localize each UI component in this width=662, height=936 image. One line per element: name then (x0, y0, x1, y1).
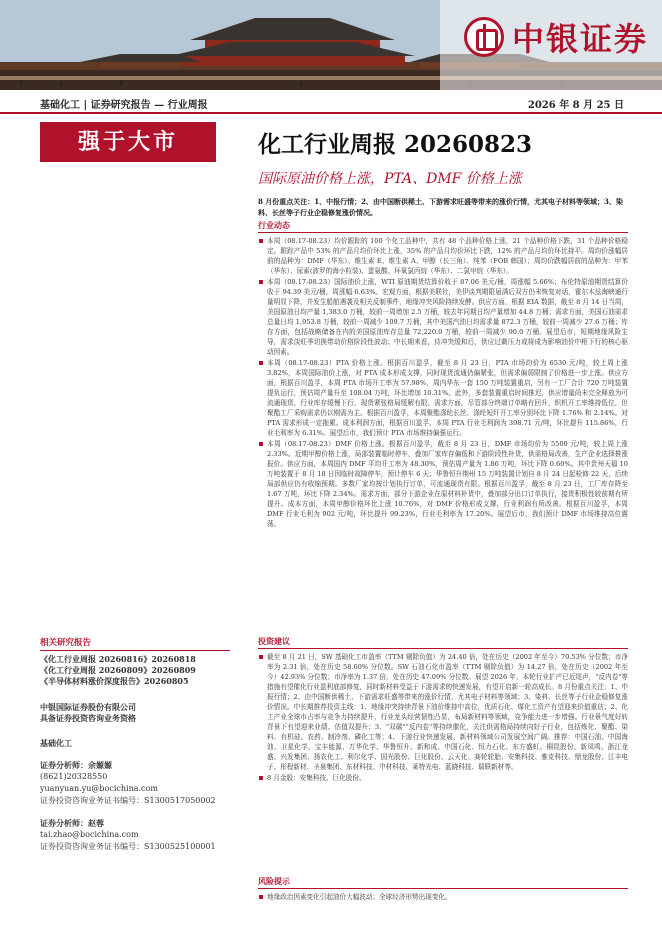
rating-badge: 强于大市 (40, 122, 216, 162)
invest-item: 截至 8 月 21 日，SW 基础化工市盈率（TTM 剔除负值）为 24.40 倍，处在历史（2002 年至今）70.53% 分位数；市净率为 2.31 倍，处在历史 58.60% 分位数。SW 石油石化市盈率（TTM 剔除负值）为 14.27 倍，处在历史（2002 年至今）42.93% 分位数；市净率为 1.37 倍，处在历史 47.09% 分位数。展望 2026 年，本轮行业扩产已近尾声，"反内卷"等措施有望催化行业盈利底部修复，同时新材料受益于下游需求的快速发展，有望开启新一轮高成长。8 月份重点关注：1、中报行情；2、由中国断供稀土、下游需求旺盛等带来的涨价行情，尤其电子材料等领域；3、染料、长丝等子行业企稳修复涨价情况。中长期推荐投资主线：1、地缘冲突持续背景下油价维持中高位，优质石化、煤化工资产有望迎来价值重估；2、化工产业全球市占率与竞争力持续提升，行业龙头经营韧性凸显，布局新材料等领域，竞争能力进一步增强。行业景气度好转背景下有望迎来业绩、估值双提升；3、"双碳""反内卷"等持续催化，关注供需格局持续向好子行业，包括炼化、聚酯、染料、有机硅、农药、制冷剂、磷化工等；4、下游行业快速发展，新材料领域公司发展空间广阔。推荐：中国石油、中国海油、卫星化学、宝丰能源、万华化学、华鲁恒升、新和成、中国石化、恒力石化、东方盛虹、桐昆股份、新凤鸣、浙江龙盛、兴发集团、扬农化工、利尔化学、国光股份、巨化股份、云天化、赛轮轮胎、安集科技、雅克科技、鼎龙股份、江丰电子、彤程新材、圣泉集团、东材科技、中材科技、莱特光电、蓝晓科技、瑞联新材等。 (258, 652, 628, 772)
report-category-bar (0, 92, 662, 114)
related-report-link[interactable]: 《化工行业周报 20260809》20260809 (40, 665, 196, 675)
company-license (40, 702, 230, 724)
boc-logo-icon (464, 17, 504, 57)
industry-heading: 行业动态 (258, 220, 628, 233)
related-report-link[interactable]: 《半导体材料涨价深度报告》20260805 (40, 676, 189, 686)
analyst-name: 证券分析师：余嫄嫄 (40, 760, 112, 770)
sector-name: 基础化工 (40, 738, 72, 748)
brand-logo (464, 14, 648, 60)
sector-label (40, 738, 230, 749)
brand-name: 中银证券 (511, 20, 648, 58)
invest-heading: 投资建议 (258, 636, 628, 649)
report-category: 基础化工 | 证券研究报告 — 行业周报 (40, 100, 208, 111)
analyst-phone: (8621)20328550 (40, 772, 108, 781)
report-subtitle: 国际原油价格上涨，PTA、DMF 价格上涨 (258, 171, 522, 187)
license-text: 具备证券投资咨询业务资格 (40, 713, 136, 723)
analyst-cert: 证券投资咨询业务证书编号：S1300525100001 (40, 842, 216, 851)
industry-item: 本周（08.17-08.23）PTA 价格上涨。根据百川盈孚，截至 8 月 23 日，PTA 市场均价为 6530 元/吨，较上周上涨 3.82%，本周国际油价上涨，对 PTA 成本形成支撑，同时现货流通仍偏紧张，但需求偏弱限制了价格进一步上涨。供应方面，根据百川盈孚，本周 PTA 市场开工率为 57.98%，周内华东一套 150 万吨装置重启，另有一工厂合计 720 万吨装置提负运行，预估周产量升至 108.04 万吨，环比增加 10.31%。此外，多套装置重启时间推迟，供应增量尚未完全释放为可流通现货，行业库存缓慢下行，现货紧张格局缓解有限。需求方面，尽管部分终端订单略有回升，织机开工率维持低位，但聚酯工厂采购需求仍以刚需为主。根据百川盈孚，本周聚酯涤纶长丝、涤纶短纤开工率分别环比下降 1.76% 和 2.14%。对 PTA 需求形成一定拖累。成本利润方面，根据百川盈孚，本周 PTA 行业毛利润为 398.71 元/吨，环比提升 115.86%，行业毛利率为 6.31%。展望后市，我们预计 PTA 市场维持偏强运行。 (258, 358, 628, 438)
related-report-link[interactable]: 《化工行业周报 20260816》20260818 (40, 654, 196, 664)
risk-item: 地缘政治因素变化引起油价大幅波动；全球经济形势出现变化。 (258, 892, 628, 902)
industry-item: 本周（08.17-08.23）均价跟踪的 100 个化工品种中，共有 48 个品种价格上涨，21 个品种价格下跌，31 个品种价格稳定。跟踪产品中 53% 的产品月均价环比上涨，35% 的产品月均价环比下跌，12% 的产品月均价环比持平。周均价涨幅居前的品种为：DMF（华东）、维生素 E、维生素 A、甲醇（长三角）、纯苯（FOB 韩国）；周均价跌幅居前的品种为：甲苯（华东）、尿素(波罗的海小粒装)、蛋氨酸、环氧氯丙烷（华东）、二氯甲烷（华东）。 (258, 236, 628, 276)
industry-section (258, 218, 628, 530)
analyst-email[interactable]: tai.zhao@bocichina.com (40, 830, 139, 839)
related-reports (40, 636, 230, 687)
analyst-email[interactable]: yuanyuan.yu@bocichina.com (40, 784, 158, 793)
analyst-2 (40, 818, 230, 853)
analyst-1 (40, 760, 230, 807)
invest-item: 8 月金股：安集科技、巨化股份。 (258, 773, 628, 783)
report-title: 化工行业周报 20260823 (258, 131, 533, 158)
related-heading: 相关研究报告 (40, 636, 230, 651)
analyst-name: 证券分析师：赵蓉 (40, 818, 104, 828)
industry-item: 本周（08.17-08.23）DMF 价格上涨。根据百川盈孚，截至 8 月 23 日，DMF 市场均价为 5500 元/吨，较上周上涨 2.33%。近期甲醇价格上涨，局部装置临时停车，叠加厂家库存偏低和下游阶段性补货，供需格局改善，生产企业选择推涨报价。供应方面，本周国内 DMF 平均开工率为 48.30%，预估周产量为 1.86 万吨，环比下降 0.60%。其中贵州天福 10 万吨装置于 8 月 18 日因临时故障停车，预计停车 6 天；华鲁恒升荆州 15 万吨装置计划自 8 月 24 日起检修 22 天，后续局部供应仍有收缩预期。多数厂家均按计划执行订单，可流通现货有限。根据百川盈孚，截至 8 月 23 日，工厂库存降至 1.67 万吨，环比下降 2.34%。需求方面，部分下游企业在原材料补货中，叠加部分出口订单执行，接货积极性较前期有所提升。成本方面，本周甲醇价格环比上涨 10.76%，对 DMF 价格形成支撑，行业利润有所改善。根据百川盈孚，本周 DMF 行业毛利为 902 元/吨，环比提升 99.23%，行业毛利率为 17.20%。展望后市，我们预计 DMF 市场维持高位震荡。 (258, 439, 628, 529)
risk-section (258, 874, 628, 903)
analyst-cert: 证券投资咨询业务证书编号：S1300517050002 (40, 796, 216, 805)
report-summary: 8 月份重点关注：1、中报行情；2、由中国断供稀土、下游需求旺盛等带来的涨价行情，尤其电子材料等领域；3、染料、长丝等子行业企稳修复涨价情况。 (258, 197, 623, 217)
invest-section (258, 634, 628, 784)
company-name: 中银国际证券股份有限公司 (40, 702, 136, 712)
industry-item: 本周（08.17-08.23）国际油价上涨，WTI 原油期货结算价收于 87.06 美元/桶，周涨幅 5.66%；布伦特原油期货结算价收于 94.39 美元/桶，周涨幅 6.63%。宏观方面，根据美联社，美伊谈判期限届满后双方仍未恢复对话，霍尔木兹海峡通行量明显下降，并发生船舶遇袭及相关反制事件，地缘冲突风险持续发酵。供应方面，根据 EIA 数据，截至 8 月 14 日当周，美国原油日均产量 1,383.0 万桶，较前一周增加 2.5 万桶，较去年同期日均产量增加 44.8 万桶；需求方面，美国石油需求总量日均 1,953.8 万桶，较前一周减少 109.7 万桶，其中美国汽油日均需求量 872.3 万桶，较前一周减少 27.6 万桶；库存方面，包括战略储备在内的美国原油库存总量 72,220.0 万桶，较前一周减少 90.0 万桶。展望后市，短期地缘风险主导，需求淡旺季切换带动价格阶段性波动；中长期来看，待冲突缓和后，供应过剩压力或将成为影响油价中枢下行的核心驱动因素。 (258, 277, 628, 357)
risk-heading: 风险提示 (258, 876, 628, 889)
report-date: 2026 年 8 月 25 日 (527, 100, 624, 111)
header-banner (0, 0, 662, 90)
